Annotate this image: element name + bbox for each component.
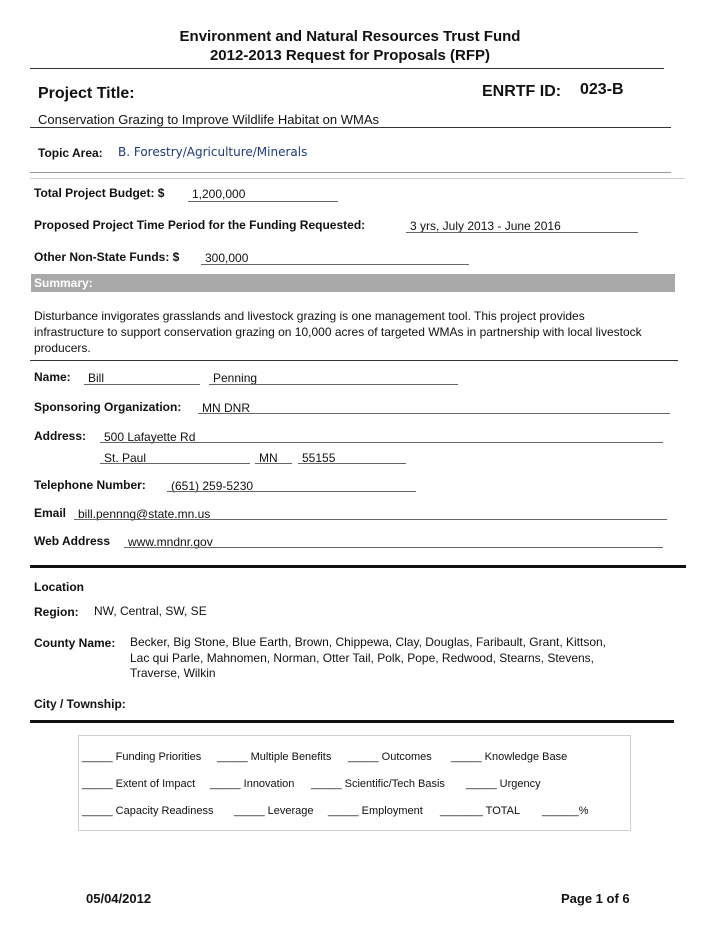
total-budget-label: Total Project Budget: $: [34, 186, 165, 200]
email-label: Email: [34, 506, 67, 520]
city-value: St. Paul: [104, 451, 147, 465]
location-divider: [30, 720, 674, 723]
city-township-label: City / Township:: [34, 697, 126, 711]
project-title-label: Project Title:: [38, 85, 135, 102]
web-address-value: www.mndnr.gov: [128, 535, 213, 549]
topic-divider: [30, 172, 671, 173]
zip-value: 55155: [302, 451, 336, 465]
footer-page-number: Page 1 of 6: [561, 891, 630, 906]
summary-label: Summary:: [34, 276, 93, 290]
score-urgency: _____ Urgency: [466, 778, 541, 790]
footer-date: 05/04/2012: [86, 891, 152, 906]
name-label: Name:: [34, 370, 71, 384]
total-budget-underline: [188, 201, 338, 202]
score-total: _______ TOTAL: [440, 805, 521, 817]
topic-area-label: Topic Area:: [38, 146, 103, 160]
last-name-underline: [209, 384, 458, 385]
summary-divider: [30, 360, 678, 361]
other-funds-label: Other Non-State Funds: $: [34, 250, 180, 264]
region-value: NW, Central, SW, SE: [94, 604, 207, 618]
city-underline: [100, 463, 250, 464]
project-title-value: Conservation Grazing to Improve Wildlife Habitat on WMAs: [38, 112, 380, 127]
organization-label: Sponsoring Organization:: [34, 400, 182, 414]
time-period-value: 3 yrs, July 2013 - June 2016: [410, 219, 561, 233]
summary-text: Disturbance invigorates grasslands and livestock grazing is one management tool. This project provides infrastructure to support conservation grazing on 10,000 acres of targeted WMAs in partnership with local livestock producers.: [34, 309, 642, 355]
location-heading: Location: [34, 580, 84, 594]
last-name-value: Penning: [213, 371, 258, 385]
contact-divider: [30, 565, 686, 568]
zip-underline: [298, 463, 406, 464]
page-title: Environment and Natural Resources Trust Fund: [179, 28, 521, 45]
county-line-3: Traverse, Wilkin: [130, 666, 216, 680]
score-leverage: _____ Leverage: [234, 805, 314, 817]
email-value: bill.pennng@state.mn.us: [78, 507, 211, 521]
region-label: Region:: [34, 605, 79, 619]
summary-bar: [31, 274, 675, 292]
enrtf-id-label: ENRTF ID:: [482, 83, 562, 100]
score-capacity-readiness: _____ Capacity Readiness: [82, 805, 214, 817]
web-address-underline: [124, 547, 663, 548]
street-value: 500 Lafayette Rd: [104, 430, 196, 444]
first-name-value: Bill: [88, 371, 105, 385]
email-underline: [74, 519, 667, 520]
county-line-1: Becker, Big Stone, Blue Earth, Brown, Chippewa, Clay, Douglas, Faribault, Grant, Kittson,: [130, 635, 607, 649]
score-funding-priorities: _____ Funding Priorities: [82, 751, 202, 763]
score-scientific-tech-basis: _____ Scientific/Tech Basis: [311, 778, 445, 790]
score-innovation: _____ Innovation: [210, 778, 295, 790]
time-period-label: Proposed Project Time Period for the Funding Requested:: [34, 218, 366, 232]
state-value: MN: [259, 451, 278, 465]
header-divider: [30, 68, 664, 69]
organization-value: MN DNR: [202, 401, 250, 415]
telephone-label: Telephone Number:: [34, 478, 146, 492]
county-label: County Name:: [34, 636, 116, 650]
first-name-underline: [84, 384, 200, 385]
score-multiple-benefits: _____ Multiple Benefits: [217, 751, 332, 763]
enrtf-id-value: 023-B: [580, 81, 624, 98]
web-address-label: Web Address: [34, 534, 111, 548]
score-employment: _____ Employment: [328, 805, 423, 817]
telephone-underline: [167, 491, 416, 492]
address-label: Address:: [34, 429, 87, 443]
page-subtitle: 2012-2013 Request for Proposals (RFP): [209, 47, 491, 64]
organization-underline: [198, 413, 670, 414]
total-budget-value: 1,200,000: [192, 187, 246, 201]
title-divider: [30, 127, 671, 128]
score-percent: ______%: [542, 805, 589, 817]
score-knowledge-base: _____ Knowledge Base: [451, 751, 568, 763]
county-line-2: Lac qui Parle, Mahnomen, Norman, Otter Tail, Polk, Pope, Redwood, Stearns, Stevens,: [130, 651, 595, 665]
topic-area-value: B. Forestry/Agriculture/Minerals: [118, 145, 308, 159]
other-funds-value: 300,000: [205, 251, 249, 265]
state-underline: [255, 463, 292, 464]
other-funds-underline: [201, 264, 469, 265]
telephone-value: (651) 259-5230: [171, 479, 254, 493]
score-extent-of-impact: _____ Extent of Impact: [82, 778, 196, 790]
score-outcomes: _____ Outcomes: [348, 751, 432, 763]
street-underline: [100, 442, 663, 443]
time-period-underline: [406, 232, 638, 233]
budget-top-border: [30, 178, 685, 179]
